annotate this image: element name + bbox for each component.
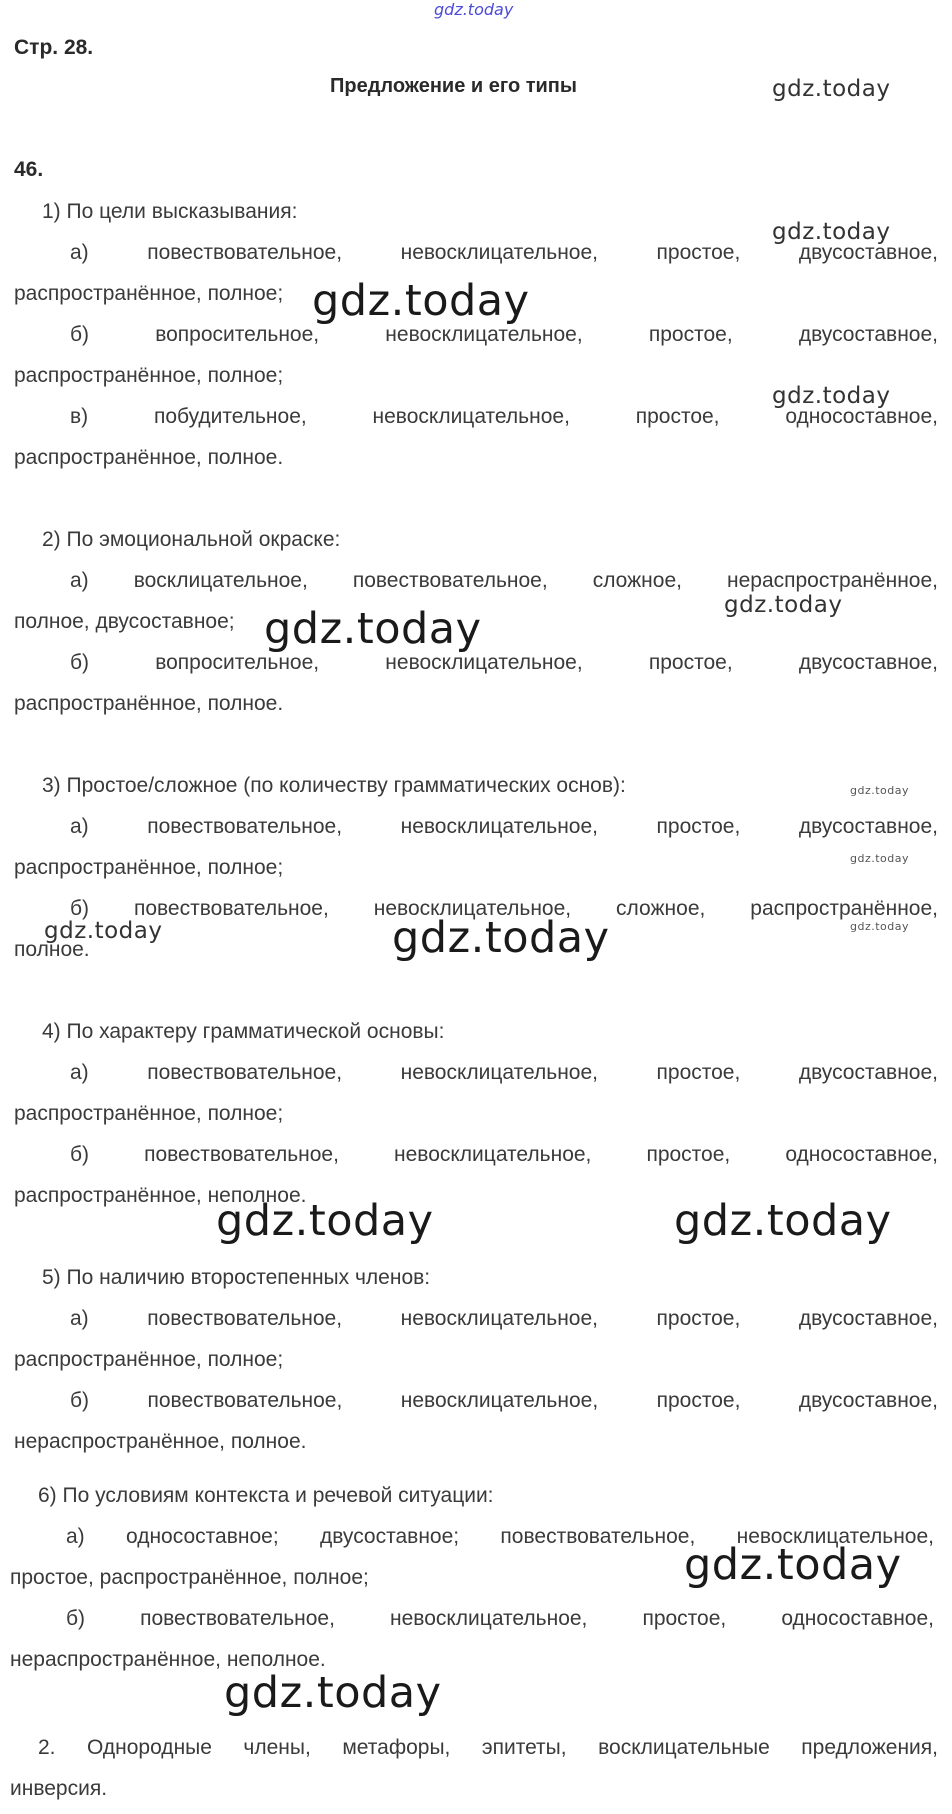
answer-line: полное. — [14, 938, 90, 961]
answer-line: б) повествовательное, невосклицательное, простое, односоставное, — [70, 1143, 938, 1166]
answer-line: инверсия. — [10, 1777, 108, 1800]
answer-line: а) повествовательное, невосклицательное, простое, двусоставное, — [70, 1061, 938, 1084]
section-heading: 3) Простое/сложное (по количеству грамматических основ): — [42, 774, 626, 797]
answer-line: б) вопросительное, невосклицательное, простое, двусоставное, — [70, 651, 938, 674]
section-heading: 6) По условиям контекста и речевой ситуации: — [38, 1484, 494, 1507]
answer-line: б) повествовательное, невосклицательное, простое, двусоставное, — [70, 1389, 938, 1412]
answer-line: б) повествовательное, невосклицательное, простое, односоставное, — [66, 1607, 934, 1630]
answer-line: а) повествовательное, невосклицательное, простое, двусоставное, — [70, 241, 938, 264]
watermark: gdz.today — [850, 784, 910, 797]
answer-line: а) повествовательное, невосклицательное, простое, двусоставное, — [70, 815, 938, 838]
watermark: gdz.today — [224, 1668, 442, 1718]
answer-line: распространённое, полное; — [14, 1102, 284, 1125]
section-heading: 1) По цели высказывания: — [42, 200, 298, 223]
answer-line: распространённое, полное; — [14, 1348, 284, 1371]
watermark: gdz.today — [44, 918, 163, 944]
section-heading: 2) По эмоциональной окраске: — [42, 528, 341, 551]
answer-line: в) побудительное, невосклицательное, простое, односоставное, — [70, 405, 938, 428]
page-label: Стр. 28. — [14, 36, 94, 59]
top-watermark: gdz.today — [434, 0, 514, 19]
watermark: gdz.today — [850, 852, 910, 865]
watermark: gdz.today — [674, 1196, 892, 1246]
answer-line: нераспространённое, неполное. — [10, 1648, 326, 1671]
answer-line: распространённое, неполное. — [14, 1184, 307, 1207]
watermark: gdz.today — [772, 383, 891, 409]
answer-line: простое, распространённое, полное; — [10, 1566, 369, 1589]
page-title: Предложение и его типы — [330, 75, 577, 97]
watermark: gdz.today — [772, 219, 891, 245]
answer-line: распространённое, полное; — [14, 282, 284, 305]
answer-line: 2. Однородные члены, метафоры, эпитеты, восклицательные предложения, — [38, 1736, 938, 1759]
answer-line: распространённое, полное. — [14, 446, 284, 469]
exercise-number: 46. — [14, 158, 44, 181]
watermark: gdz.today — [772, 76, 891, 102]
watermark: gdz.today — [312, 276, 530, 326]
watermark: gdz.today — [724, 592, 843, 618]
answer-line: распространённое, полное; — [14, 364, 284, 387]
answer-line: распространённое, полное. — [14, 692, 284, 715]
answer-line: б) повествовательное, невосклицательное, сложное, распространённое, — [70, 897, 938, 920]
section-heading: 4) По характеру грамматической основы: — [42, 1020, 445, 1043]
answer-line: нераспространённое, полное. — [14, 1430, 307, 1453]
watermark: gdz.today — [850, 920, 910, 933]
watermark: gdz.today — [264, 604, 482, 654]
watermark: gdz.today — [684, 1540, 902, 1590]
watermark: gdz.today — [392, 913, 610, 963]
answer-line: распространённое, полное; — [14, 856, 284, 879]
answer-line: б) вопросительное, невосклицательное, простое, двусоставное, — [70, 323, 938, 346]
watermark: gdz.today — [216, 1196, 434, 1246]
answer-line: а) повествовательное, невосклицательное, простое, двусоставное, — [70, 1307, 938, 1330]
answer-line: а) односоставное; двусоставное; повествовательное, невосклицательное, — [66, 1525, 934, 1548]
section-heading: 5) По наличию второстепенных членов: — [42, 1266, 431, 1289]
answer-line: а) восклицательное, повествовательное, сложное, нераспространённое, — [70, 569, 938, 592]
answer-line: полное, двусоставное; — [14, 610, 235, 633]
